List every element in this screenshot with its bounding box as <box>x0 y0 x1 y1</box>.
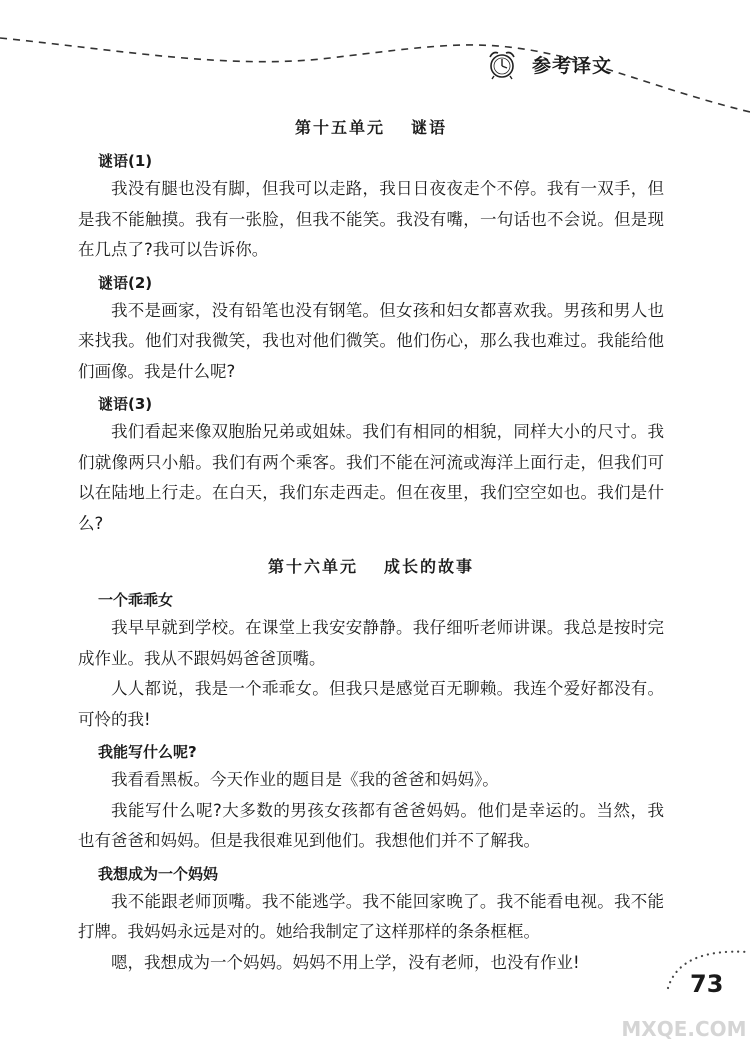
unit-16 <box>78 553 664 978</box>
page-content <box>78 114 664 978</box>
section-title: 谜语(2) <box>98 273 153 292</box>
section-title: 一个乖乖女 <box>98 591 174 609</box>
paragraph: 我不能跟老师顶嘴。我不能逃学。我不能回家晚了。我不能看电视。我不能打牌。我妈妈永远是对的。她给我制定了这样那样的条条框框。 <box>78 891 664 941</box>
unit-name: 成长的故事 <box>384 557 475 576</box>
paragraph: 我们看起来像双胞胎兄弟或姐妹。我们有相同的相貌，同样大小的尺寸。我们就像两只小船。我们有两个乘客。我们不能在河流或海洋上面行走，但我们可以在陆地上行走。在白天，我们东走西走。但在夜里，我们空空如也。我们是什么? <box>78 422 664 533</box>
section-title: 谜语(1) <box>98 152 153 170</box>
section-title: 谜语(3) <box>98 395 153 413</box>
unit-name: 谜语 <box>411 118 448 137</box>
unit-title <box>78 114 664 142</box>
unit-title <box>78 553 664 581</box>
watermark-text: MXQE.COM <box>621 1017 747 1041</box>
paragraph: 我没有腿也没有脚，但我可以走路，我日日夜夜走个不停。我有一双手，但是我不能触摸。我有一张脸，但我不能笑。我没有嘴，一句话也不会说。但是现在几点了?我可以告诉你。 <box>78 179 664 259</box>
alarm-clock-icon <box>484 48 520 80</box>
page-number: 73 <box>690 970 724 998</box>
unit-15 <box>78 114 664 539</box>
unit-number: 第十六单元 <box>267 557 358 576</box>
header-title: 参考译文 <box>532 54 613 77</box>
paragraph: 嗯，我想成为一个妈妈。妈妈不用上学，没有老师，也没有作业! <box>111 952 580 972</box>
watermark-logo <box>618 990 750 1044</box>
header-tag <box>484 44 612 84</box>
paragraph: 我不是画家，没有铅笔也没有钢笔。但女孩和妇女都喜欢我。男孩和男人也来找我。他们对我微笑，我也对他们微笑。他们伤心，那么我也难过。我能给他们画像。我是什么呢? <box>78 300 664 381</box>
section-title: 我能写什么呢? <box>98 743 197 761</box>
paragraph: 我能写什么呢?大多数的男孩女孩都有爸爸妈妈。他们是幸运的。当然，我也有爸爸和妈妈。但是我很难见到他们。我想他们并不了解我。 <box>78 800 664 850</box>
paragraph: 我早早就到学校。在课堂上我安安静静。我仔细听老师讲课。我总是按时完成作业。我从不跟妈妈爸爸顶嘴。 <box>78 618 664 668</box>
section-title: 我想成为一个妈妈 <box>98 864 219 883</box>
paragraph: 人人都说，我是一个乖乖女。但我只是感觉百无聊赖。我连个爱好都没有。可怜的我! <box>78 679 664 729</box>
paragraph: 我看看黑板。今天作业的题目是《我的爸爸和妈妈》。 <box>111 770 499 789</box>
unit-number: 第十五单元 <box>294 118 385 137</box>
decorative-dashed-wave <box>0 0 750 130</box>
